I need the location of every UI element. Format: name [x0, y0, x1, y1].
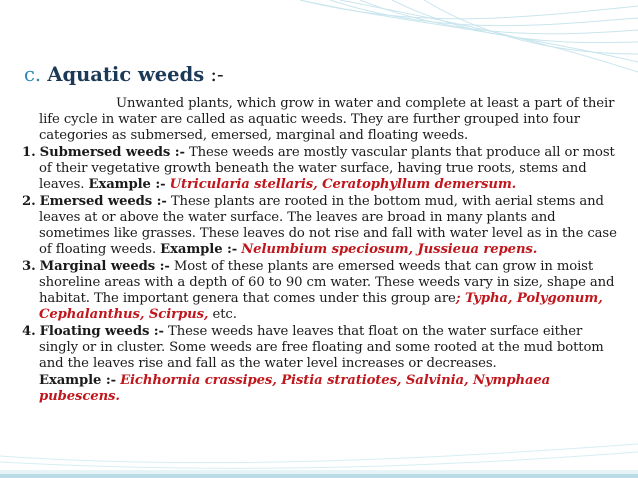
item-number: 2.: [22, 194, 36, 209]
item-term: Marginal weeds :-: [39, 259, 170, 274]
item-text: These weeds are mostly vascular plants that produce all or most of their vegetative growth beneath the water surface, having true roots, stems and leaves.: [39, 145, 615, 192]
slide-body: [22, 96, 624, 406]
item-emersed: [22, 194, 624, 258]
item-marginal: [22, 259, 624, 323]
heading-title: Aquatic weeds: [47, 63, 205, 86]
final-example: [22, 373, 624, 405]
heading-number: c.: [24, 63, 42, 86]
example-species: Utricularia stellaris, Ceratophyllum demersum.: [169, 177, 517, 192]
item-term: Submersed weeds :-: [39, 145, 185, 160]
item-number: 4.: [22, 324, 36, 339]
heading-separator: :-: [204, 63, 224, 86]
item-number: 1.: [22, 145, 36, 160]
item-text: These weeds have leaves that float on the water surface either singly or in cluster. Some weeds are free floating and some rooted at the mud bottom and the leaves rise and fall as the water level increases or decreases.: [39, 324, 604, 371]
example-label: Example :-: [88, 177, 166, 192]
example-species: Nelumbium speciosum, Jussieua repens.: [241, 242, 538, 257]
item-term: Floating weeds :-: [39, 324, 164, 339]
example-label: Example :-: [160, 242, 238, 257]
example-species: Eichhornia crassipes, Pistia stratiotes, Salvinia, Nymphaea pubescens.: [39, 373, 551, 404]
item-text: Most of these plants are emersed weeds that can grow in moist shoreline areas with a depth of 60 to 90 cm water. These weeds vary in size, shape and habitat. The important genera that comes under this group are: [39, 259, 615, 306]
item-submersed: [22, 145, 624, 193]
item-text: These plants are rooted in the bottom mud, with aerial stems and leaves at or above the water surface. The leaves are broad in many plants and sometimes like grasses. These leaves do not rise and fall with water level as in the case of floating weeds.: [39, 194, 617, 257]
item-floating: [22, 324, 624, 372]
item-number: 3.: [22, 259, 36, 274]
example-species: ; Typha, Polygonum, Cephalanthus, Scirpus,: [39, 291, 603, 322]
example-label: Example :-: [39, 373, 116, 388]
intro-paragraph: Unwanted plants, which grow in water and complete at least a part of their life cycle in water are called as aquatic weeds. They are further grouped into four categories as submersed, emersed, marginal and floating weeds.: [39, 96, 615, 143]
slide-heading: [24, 62, 224, 88]
item-term: Emersed weeds :-: [39, 194, 167, 209]
item-suffix: etc.: [212, 307, 237, 322]
